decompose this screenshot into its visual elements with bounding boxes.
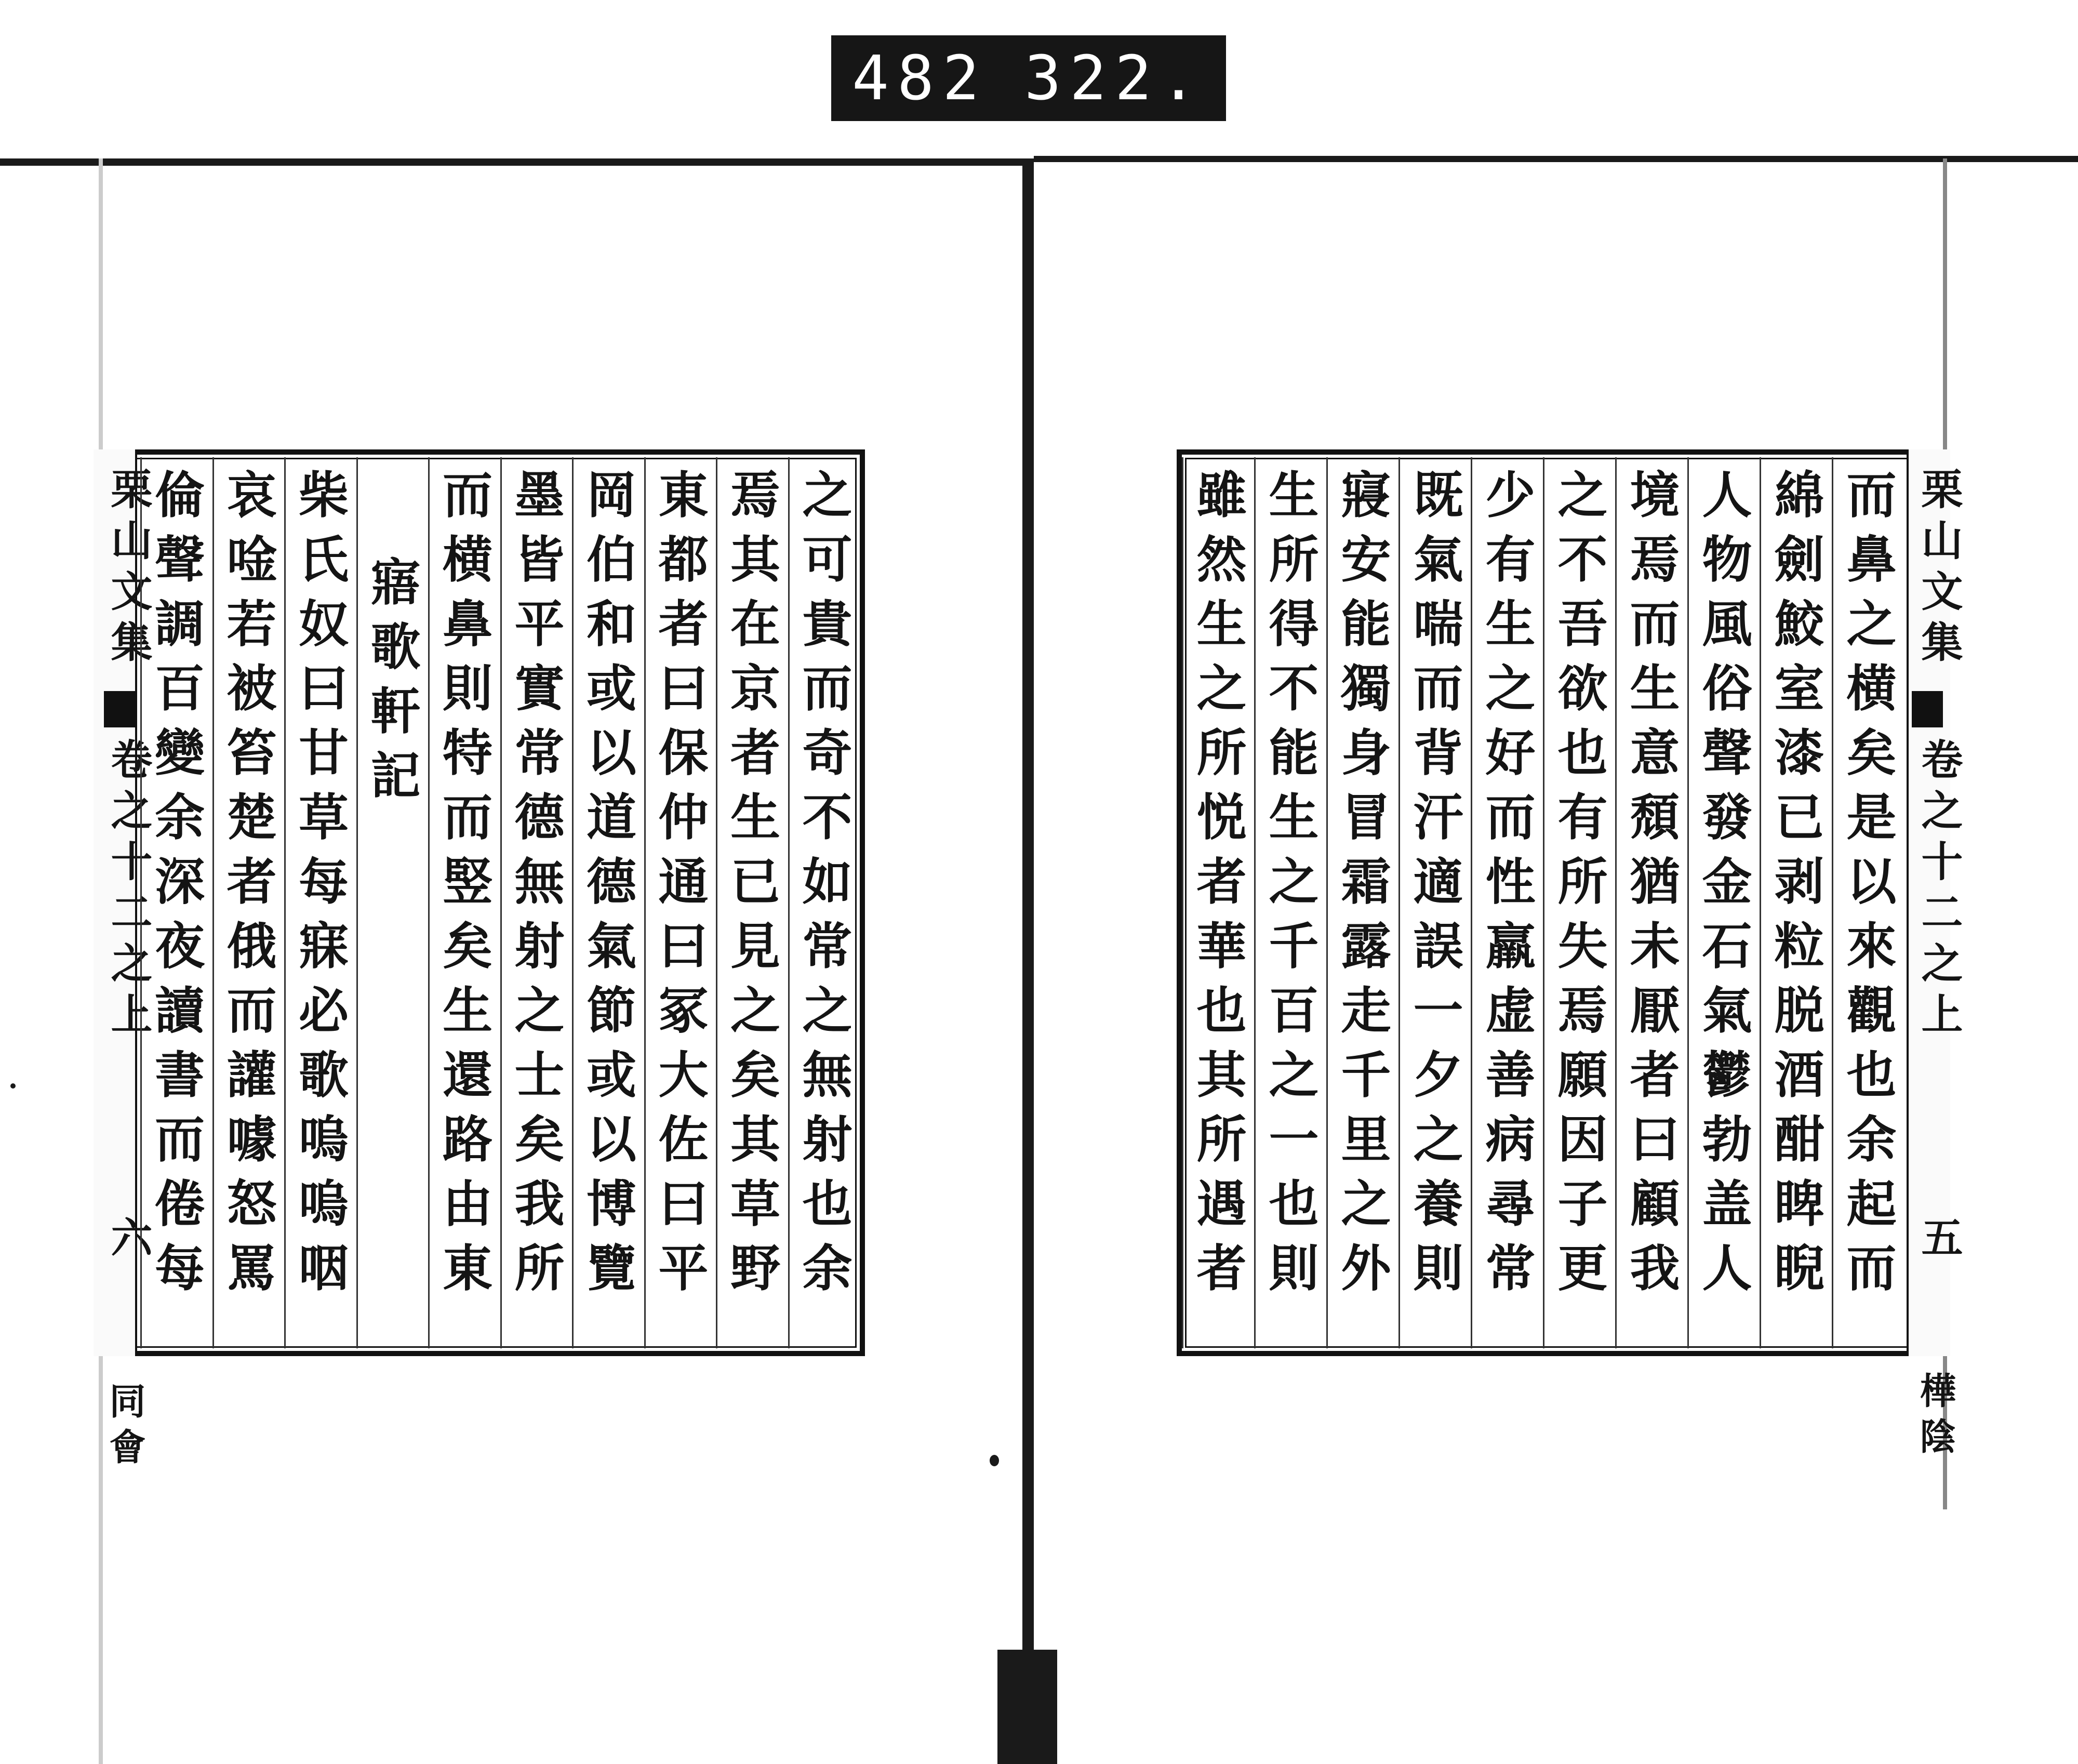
right-margin-footer: 樺陰 — [1914, 1372, 1957, 1463]
call-number-label — [831, 35, 1226, 121]
text-column: 既氣喘而背汗適誤一夕之養則 — [1398, 457, 1471, 1348]
ink-speck — [10, 1083, 16, 1089]
essay-title: 寤歌軒記 — [356, 457, 429, 1348]
text-column: 人物風俗聲發金石氣鬱勃盖人 — [1687, 457, 1760, 1348]
text-column: 生所得不能生之千百之一也則 — [1254, 457, 1326, 1348]
text-column: 之不吾欲也有所失焉願因子更 — [1543, 457, 1615, 1348]
text-column: 焉其在京者生已見之矣其草野 — [716, 457, 788, 1348]
ink-speck — [990, 1455, 999, 1466]
left-margin-page: 六 — [104, 1216, 153, 1267]
right-margin-volume: 卷之十二之上 — [1914, 738, 1963, 1043]
right-margin-title: 栗山文集 — [1914, 468, 1963, 671]
text-column: 綿劍鮫室漆已剥粒脱酒酣睥睨 — [1760, 457, 1832, 1348]
call-number-right: 322. — [1024, 42, 1205, 114]
call-number-left: 482 — [852, 42, 988, 114]
right-margin-page: 五 — [1914, 1216, 1963, 1267]
left-margin-footer: 同會 — [103, 1382, 146, 1474]
text-column: 墨皆平實常德無射之士矣我所 — [500, 457, 572, 1348]
text-column: 之可貴而奇不如常之無射也余 — [788, 457, 860, 1348]
left-margin-volume: 卷之十二之上 — [104, 738, 153, 1043]
text-column: 而横鼻則特而竪矣生還路由東 — [428, 457, 500, 1348]
text-column: 哀唫若被笞楚者俄而讙噱怒罵 — [212, 457, 285, 1348]
left-margin-fishtail — [104, 691, 135, 727]
text-column: 寢安能獨身冒霜露走千里之外 — [1326, 457, 1398, 1348]
right-page-text — [1182, 457, 1904, 1348]
text-column: 東都者曰保仲通曰冢大佐曰平 — [644, 457, 716, 1348]
text-column: 而鼻之横矣是以來觀也余起而 — [1832, 457, 1904, 1348]
text-column: 柴氏奴曰甘草每寐必歌嗚嗚咽 — [284, 457, 356, 1348]
top-edge-line-left — [0, 158, 1034, 166]
gutter-clip — [997, 1650, 1057, 1764]
left-page-text — [140, 457, 860, 1348]
right-margin-fishtail — [1912, 691, 1943, 727]
text-column: 倫聲調百變余深夜讀書而倦每 — [140, 457, 212, 1348]
text-column: 岡伯和或以道德氣節或以博覽 — [572, 457, 644, 1348]
left-margin-title: 栗山文集 — [104, 468, 153, 671]
gutter-line — [1022, 158, 1034, 1650]
top-edge-line-right — [1034, 156, 2078, 162]
text-column: 雖然生之所悦者華也其所遇者 — [1182, 457, 1254, 1348]
text-column: 境焉而生意頹猶未厭者曰顧我 — [1615, 457, 1687, 1348]
text-column: 少有生之好而性羸虚善病尋常 — [1471, 457, 1543, 1348]
